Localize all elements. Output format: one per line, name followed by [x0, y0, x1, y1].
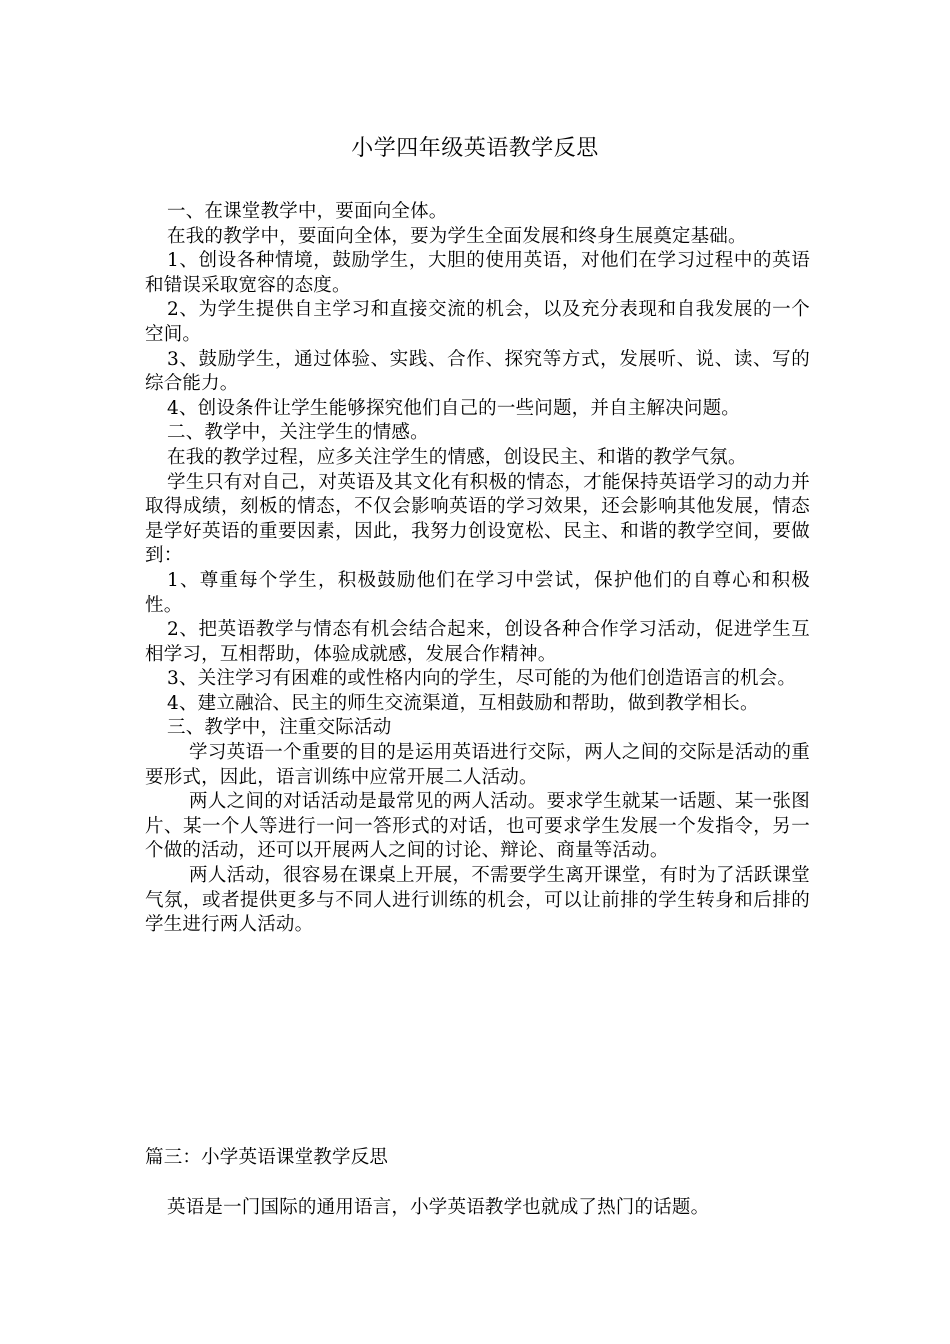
- document-title: 小学四年级英语教学反思: [351, 136, 599, 161]
- list-item: 3、鼓励学生，通过体验、实践、合作、探究等方式，发展听、说、读、写的综合能力。: [145, 348, 810, 395]
- paragraph: 在我的教学中，要面向全体，要为学生全面发展和终身生展奠定基础。: [167, 225, 747, 247]
- list-item: 1、创设各种情境，鼓励学生，大胆的使用英语，对他们在学习过程中的英语和错误采取宽容的态度。: [145, 250, 810, 296]
- list-item: 4、建立融洽、民主的师生交流渠道，互相鼓励和帮助，做到教学相长。: [167, 692, 759, 714]
- paragraph: 两人活动，很容易在课桌上开展，不需要学生离开课堂，有时为了活跃课堂气氛，或者提供更多与不同人进行训练的机会，可以让前排的学生转身和后排的学生进行两人活动。: [145, 865, 810, 936]
- list-item: 1、尊重每个学生，积极鼓励他们在学习中尝试，保护他们的自尊心和积极性。: [145, 569, 810, 616]
- list-item: 2、把英语教学与情态有机会结合起来，创设各种合作学习活动，促进学生互相学习，互相帮助，体验成就感，发展合作精神。: [145, 619, 810, 665]
- section3-intro-paragraph: 英语是一门国际的通用语言，小学英语教学也就成了热门的话题。: [167, 1197, 710, 1218]
- paragraph: 在我的教学过程，应多关注学生的情感，创设民主、和谐的教学气氛。: [167, 446, 747, 468]
- section3-heading: 篇三：小学英语课堂教学反思: [145, 1147, 389, 1168]
- paragraph: 两人之间的对话活动是最常见的两人活动。要求学生就某一话题、某一张图片、某一个人等进行一问一答形式的对话，也可要求学生发展一个发指令，另一个做的活动，还可以开展两人之间的讨论、辩论、商量等活动。: [145, 791, 810, 862]
- list-item: 2、为学生提供自主学习和直接交流的机会，以及充分表现和自我发展的一个空间。: [145, 299, 810, 345]
- section-heading-2: 二、教学中，关注学生的情感。: [167, 422, 429, 444]
- list-item: 4、创设条件让学生能够探究他们自己的一些问题，并自主解决问题。: [167, 397, 740, 419]
- section-heading-3: 三、教学中，注重交际活动: [167, 717, 392, 739]
- document-body: [145, 200, 810, 938]
- paragraph: 学习英语一个重要的目的是运用英语进行交际，两人之间的交际是活动的重要形式，因此，语言训练中应常开展二人活动。: [145, 742, 810, 788]
- list-item: 3、关注学习有困难的或性格内向的学生，尽可能的为他们创造语言的机会。: [167, 668, 797, 690]
- section-heading-1: 一、在课堂教学中，要面向全体。: [167, 201, 448, 222]
- paragraph: 学生只有对自己，对英语及其文化有积极的情态，才能保持英语学习的动力并取得成绩，刻板的情态，不仅会影响英语的学习效果，还会影响其他发展，情态是学好英语的重要因素，因此，我努力创设宽松、民主、和谐的教学空间，要做到：: [145, 471, 810, 567]
